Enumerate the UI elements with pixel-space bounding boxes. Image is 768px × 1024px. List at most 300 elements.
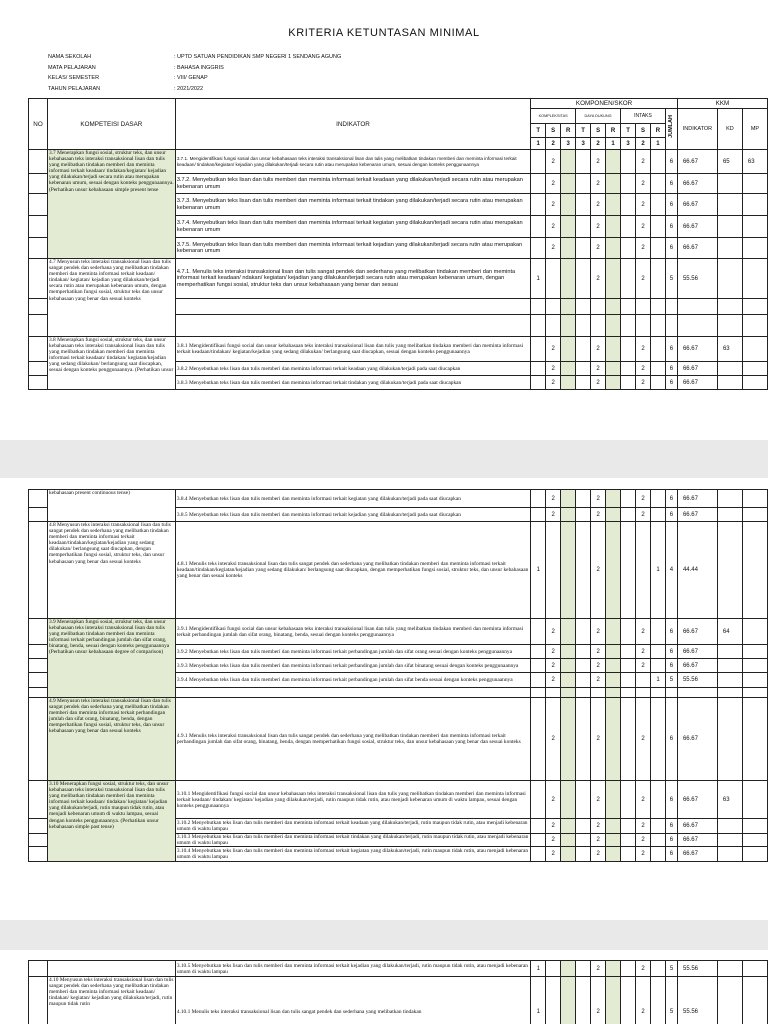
sub-s: S [636, 124, 651, 138]
kkm-table-body [29, 490, 768, 862]
kkm-kd-cell [717, 174, 742, 194]
score-cell [636, 688, 651, 698]
score-intake-t [621, 216, 636, 238]
score-kompleksitas-s: 2 [546, 847, 561, 862]
score-kompleksitas-r [561, 847, 576, 862]
score-kompleksitas-s: 2 [546, 819, 561, 834]
score-daya-dukung-s: 2 [591, 337, 606, 362]
score-daya-dukung-s: 2 [591, 259, 606, 299]
score-daya-dukung-t [576, 834, 591, 847]
weight: 1 [606, 138, 621, 150]
score-daya-dukung-s: 2 [591, 194, 606, 216]
jumlah-cell: 4 [665, 522, 677, 619]
kkm-kd-cell [717, 698, 742, 781]
score-kompleksitas-r [561, 673, 576, 688]
score-kompleksitas-t [531, 819, 546, 834]
no-cell [29, 174, 48, 194]
score-daya-dukung-r [606, 508, 621, 522]
table-row [29, 490, 768, 508]
score-daya-dukung-s: 2 [591, 522, 606, 619]
indikator-cell: 4.8.1 Menulis teks interaksi transaksional lisan dan tulis sangat pendek dan sederhana yang melibatkan tindakan memberi dan meminta informasi terkait keadaan/tindakan/kegiatan/kejadian yang sedang dilakukan/ berlangsung saat diucapkan, dengan memperhatikan fungsi sosial, struktur teks, dan unsur kebahasaan yang benar dan sesuai konteks [175, 522, 530, 619]
kkm-mp-header: MP [742, 109, 767, 150]
score-intake-s: 2 [636, 216, 651, 238]
score-kompleksitas-r [561, 490, 576, 508]
indikator-cell: 3.7.2. Menyebutkan teks lisan dan tulis memberi dan meminta informasi terkait keadaan yang dilakukan/terjadi secara rutin atau merupakan kebenaran umum [175, 174, 530, 194]
jumlah-cell: 5 [665, 259, 677, 299]
score-kompleksitas-r [561, 977, 576, 1024]
kkm-mp-cell [742, 194, 767, 216]
no-cell [29, 781, 48, 819]
score-daya-dukung-t [576, 673, 591, 688]
score-kompleksitas-t: 1 [531, 259, 546, 299]
kkm-mp-cell [742, 522, 767, 619]
weight: 1 [650, 138, 665, 150]
score-daya-dukung-s: 2 [591, 490, 606, 508]
intake-header: INTAKS [621, 109, 666, 124]
indikator-cell: 3.10.4 Menyebutkan teks lisan dan tulis memberi dan meminta informasi terkait kegiatan yang dilakukan/terjadi, rutin maupun tidak rutin, atau menjadi kebenaran umum di waktu lampau [175, 847, 530, 862]
indikator-cell [175, 315, 530, 337]
score-intake-r: 1 [651, 673, 666, 688]
indikator-cell: 3.9.2 Menyebutkan teks lisan dan tulis memberi dan meminta informasi terkait perbandingan jumlah dan sifat orang sesuai dengan konteks penggunaannya [175, 645, 530, 659]
score-intake-t [621, 376, 636, 390]
no-cell [29, 299, 48, 315]
sub-t: T [621, 124, 636, 138]
score-kompleksitas-s: 2 [546, 781, 561, 819]
kkm-mp-cell [742, 977, 767, 1024]
kkm-indikator-cell: 66.67 [677, 645, 717, 659]
weight: 1 [531, 138, 546, 150]
score-daya-dukung-s: 2 [591, 174, 606, 194]
indikator-cell: 3.8.4 Menyebutkan teks lisan dan tulis memberi dan meminta informasi terkait kegiatan yang dilakukan/terjadi pada saat diucapkan [175, 490, 530, 508]
kd-cell: kebahasaan present continuous tense) [47, 490, 175, 522]
indikator-cell: 3.7.5. Menyebutkan teks lisan dan tulis memberi dan meminta informasi terkait kejadian yang dilakukan/terjadi secara rutin atau merupakan kebenaran umum [175, 238, 530, 259]
score-daya-dukung-r [606, 174, 621, 194]
score-intake-r: 1 [651, 522, 666, 619]
score-daya-dukung-t [576, 376, 591, 390]
meta-value: : 2021/2022 [174, 85, 204, 92]
score-cell [576, 315, 591, 337]
score-intake-t [621, 834, 636, 847]
weight: 3 [621, 138, 636, 150]
no-cell [29, 698, 48, 781]
meta-row [48, 73, 341, 84]
kkm-mp-cell [742, 315, 767, 337]
document-page-1 [0, 0, 768, 440]
score-intake-r [651, 490, 666, 508]
score-kompleksitas-s [546, 259, 561, 299]
meta-value: : BAHASA INGGRIS [174, 64, 224, 71]
kkm-kd-cell [717, 834, 742, 847]
score-kompleksitas-t [531, 781, 546, 819]
score-intake-s: 2 [636, 977, 651, 1024]
score-kompleksitas-s: 2 [546, 376, 561, 390]
kkm-indikator-header: INDIKATOR [677, 109, 717, 150]
kkm-indikator-cell: 66.67 [677, 194, 717, 216]
kkm-kd-cell [717, 362, 742, 376]
indikator-cell: 3.10.1 Mengidentifikasi fungsi social dan unsur kebahasaan teks interaksi transaksional lisan dan tulis yang melibatkan tindakan memberi dan meminta informasi terkait keadaan/ tindakan/ kegiatan/ kejadian yang dilakukan/terjadi, rutin maupun tidak rutin, atau menjadi kebenaran umum di waktu lampau, sesuai dengan konteks penggunaannya [175, 781, 530, 819]
score-intake-s: 2 [636, 698, 651, 781]
score-daya-dukung-s: 2 [591, 508, 606, 522]
score-daya-dukung-t [576, 150, 591, 174]
score-kompleksitas-r [561, 238, 576, 259]
score-daya-dukung-t [576, 645, 591, 659]
no-cell [29, 619, 48, 645]
score-daya-dukung-r [606, 977, 621, 1024]
score-kompleksitas-r [561, 194, 576, 216]
kkm-kd-cell [717, 216, 742, 238]
jumlah-cell: 5 [666, 977, 678, 1024]
indikator-cell: 3.8.5 Menyebutkan teks lisan dan tulis memberi dan meminta informasi terkait kejadian yang dilakukan/terjadi pada saat diucapkan [175, 508, 530, 522]
jumlah-cell [665, 315, 677, 337]
score-kompleksitas-s: 2 [546, 673, 561, 688]
score-kompleksitas-s: 2 [546, 834, 561, 847]
kkm-kd-cell [717, 299, 742, 315]
jumlah-cell: 6 [665, 174, 677, 194]
kkm-indikator-cell: 66.67 [677, 238, 717, 259]
kkm-indikator-cell: 55.56 [677, 259, 717, 299]
kd-cell: 3.10 Menerapkan fungsi sosial, struktur teks, dan unsur kebahasaan teks interaksi transaksional lisan dan tulis yang melibatkan tindakan memberi dan meminta informasi terkait keadaan/ tindakan/ kegiatan/ kejadian yang dilakukan/terjadi, rutin maupun tidak rutin, atau menjadi kebenaran umum di waktu lampau, sesuai dengan konteks penggunaannya. (Perhatikan unsur kebahasaan simple past tense) [47, 781, 175, 862]
jumlah-cell: 6 [665, 150, 677, 174]
kkm-mp-cell [742, 508, 767, 522]
score-daya-dukung-s: 2 [591, 659, 606, 673]
kkm-indikator-cell: 55.56 [678, 961, 718, 977]
score-kompleksitas-s [546, 522, 561, 619]
score-intake-r [651, 961, 666, 977]
score-intake-s: 2 [636, 659, 651, 673]
score-daya-dukung-t [576, 698, 591, 781]
score-cell [621, 299, 636, 315]
score-intake-s [636, 673, 651, 688]
no-cell [29, 659, 48, 673]
score-intake-s: 2 [636, 819, 651, 834]
score-kompleksitas-t [531, 490, 546, 508]
score-kompleksitas-s: 2 [546, 619, 561, 645]
jumlah-cell [665, 688, 677, 698]
score-kompleksitas-r [561, 834, 576, 847]
score-intake-r [650, 238, 665, 259]
kkm-mp-cell [742, 961, 767, 977]
score-kompleksitas-r [561, 659, 576, 673]
kkm-indikator-cell: 66.67 [677, 150, 717, 174]
kkm-mp-cell [742, 619, 767, 645]
score-intake-r [650, 194, 665, 216]
indikator-cell: 4.10.1 Menulis teks interaksi transaksional lisan dan tulis sangat pendek dan sederhana yang melibatkan tindakan [175, 977, 530, 1024]
score-intake-t [621, 259, 636, 299]
jumlah-cell: 6 [665, 834, 677, 847]
score-daya-dukung-t [576, 659, 591, 673]
score-kompleksitas-s: 2 [546, 216, 561, 238]
weight: 2 [591, 138, 606, 150]
kkm-table-body [29, 150, 768, 390]
jumlah-cell: 6 [665, 362, 677, 376]
kkm-indikator-cell [677, 688, 717, 698]
score-daya-dukung-r [606, 490, 621, 508]
kkm-kd-cell [717, 688, 742, 698]
score-intake-s: 2 [636, 961, 651, 977]
meta-row [48, 84, 341, 95]
kkm-mp-cell [742, 645, 767, 659]
score-intake-s: 2 [636, 259, 651, 299]
kkm-mp-cell [742, 688, 767, 698]
kd-cell: 4.7 Menyusun teks interaksi transaksional lisan dan tulis sangat pendek dan sederhana yang melibatkan tindakan memberi dan meminta informasi terkait keadaan/ tindakan/ kegiatan/ kejadian yang dilakukan/terjadi secara rutin atau merupakan kebenaran umum, dengan memperhatikan fungsi sosial, struktur teks dan unsur kebahasaan yang benar dan sesuai konteks [47, 259, 175, 337]
kkm-header: KKM [677, 99, 767, 109]
indikator-cell: 3.7.4. Menyebutkan teks lisan dan tulis memberi dan meminta informasi terkait kegiatan yang dilakukan/terjadi secara rutin atau merupakan kebenaran umum [175, 216, 530, 238]
score-intake-s: 2 [636, 645, 651, 659]
sub-t: T [531, 124, 546, 138]
sub-r: R [561, 124, 576, 138]
score-daya-dukung-s: 2 [591, 238, 606, 259]
table-row [29, 150, 768, 174]
score-cell [591, 299, 606, 315]
no-cell [29, 688, 48, 698]
score-intake-t [621, 645, 636, 659]
jumlah-cell: 6 [665, 698, 677, 781]
indikator-cell: 3.8.3 Menyebutkan teks lisan dan tulis memberi dan meminta informasi terkait tindakan yang dilakukan/terjadi pada saat diucapkan [175, 376, 530, 390]
kkm-table [28, 98, 768, 390]
kkm-mp-cell [742, 299, 767, 315]
score-intake-s: 2 [636, 337, 651, 362]
score-kompleksitas-r [561, 522, 576, 619]
jumlah-cell: 6 [665, 238, 677, 259]
score-kompleksitas-r [561, 645, 576, 659]
kkm-indikator-cell: 66.67 [677, 659, 717, 673]
score-daya-dukung-r [606, 376, 621, 390]
score-intake-r [650, 376, 665, 390]
score-daya-dukung-t [576, 819, 591, 834]
indikator-cell: 3.10.3 Menyebutkan teks lisan dan tulis memberi dan meminta informasi terkait tindakan yang dilakukan/terjadi, rutin maupun tidak rutin, atau menjadi kebenaran umum di waktu lampau [175, 834, 530, 847]
score-intake-s: 2 [636, 619, 651, 645]
score-daya-dukung-r [606, 961, 621, 977]
kkm-kd-cell [717, 194, 742, 216]
kkm-kd-cell [717, 490, 742, 508]
no-cell [29, 819, 48, 834]
score-daya-dukung-t [576, 238, 591, 259]
score-cell [531, 315, 546, 337]
score-daya-dukung-s: 2 [591, 619, 606, 645]
table-row [29, 977, 768, 1024]
indikator-cell: 3.10.2 Menyebutkan teks lisan dan tulis memberi dan meminta informasi terkait keadaan yang dilakukan/terjadi, rutin maupun tidak rutin, atau menjadi kebenaran umum di waktu lampau [175, 819, 530, 834]
no-cell [29, 961, 48, 977]
score-kompleksitas-r [561, 619, 576, 645]
meta-row [48, 52, 341, 63]
score-kompleksitas-s: 2 [546, 698, 561, 781]
jumlah-cell [665, 299, 677, 315]
kkm-mp-cell [742, 834, 767, 847]
kkm-indikator-cell: 66.67 [677, 819, 717, 834]
score-daya-dukung-s: 2 [591, 645, 606, 659]
score-daya-dukung-r [606, 834, 621, 847]
score-kompleksitas-s [546, 977, 561, 1024]
score-kompleksitas-r [561, 961, 576, 977]
score-daya-dukung-r [606, 659, 621, 673]
score-daya-dukung-t [576, 847, 591, 862]
score-kompleksitas-t [531, 362, 546, 376]
no-cell [29, 490, 48, 508]
score-daya-dukung-r [606, 259, 621, 299]
score-intake-s: 2 [636, 781, 651, 819]
score-daya-dukung-s: 2 [591, 819, 606, 834]
meta-label: KELAS/ SEMESTER [48, 75, 100, 82]
score-intake-t [621, 337, 636, 362]
score-daya-dukung-s: 2 [591, 698, 606, 781]
kkm-kd-cell [717, 961, 742, 977]
score-intake-t [621, 673, 636, 688]
score-daya-dukung-r [606, 781, 621, 819]
score-intake-r [650, 337, 665, 362]
score-kompleksitas-r [561, 150, 576, 174]
score-intake-s: 2 [636, 194, 651, 216]
score-kompleksitas-s: 2 [546, 645, 561, 659]
kkm-kd-cell [717, 508, 742, 522]
score-kompleksitas-t [531, 508, 546, 522]
kkm-kd-cell [717, 259, 742, 299]
score-cell [606, 688, 621, 698]
jumlah-cell: 6 [665, 645, 677, 659]
score-daya-dukung-t [576, 216, 591, 238]
score-daya-dukung-s: 2 [591, 150, 606, 174]
table-row [29, 337, 768, 362]
jumlah-cell: 6 [665, 819, 677, 834]
score-daya-dukung-r [606, 619, 621, 645]
score-cell [561, 299, 576, 315]
indikator-cell: 3.9.3 Menyebutkan teks lisan dan tulis memberi dan meminta informasi terkait perbandingan jumlah dan sifat binatang sesuai dengan konteks penggunaannya [175, 659, 530, 673]
score-daya-dukung-t [576, 490, 591, 508]
score-daya-dukung-t [576, 522, 591, 619]
kkm-kd-header: KD [717, 109, 742, 150]
score-kompleksitas-s: 2 [546, 194, 561, 216]
kkm-kd-cell: 63 [717, 781, 742, 819]
score-cell [576, 299, 591, 315]
jumlah-cell: 6 [665, 490, 677, 508]
kkm-kd-cell [717, 645, 742, 659]
score-kompleksitas-t [531, 174, 546, 194]
no-cell [29, 259, 48, 299]
sub-r: R [606, 124, 621, 138]
score-kompleksitas-t [531, 194, 546, 216]
indikator-cell [175, 299, 530, 315]
score-daya-dukung-t [576, 961, 591, 977]
score-kompleksitas-r [561, 508, 576, 522]
score-intake-t [621, 961, 636, 977]
kkm-indikator-cell: 66.67 [677, 174, 717, 194]
indikator-cell [175, 688, 530, 698]
score-kompleksitas-t [531, 376, 546, 390]
kkm-table-body [29, 961, 768, 1024]
score-intake-s: 2 [636, 238, 651, 259]
jumlah-header [665, 109, 677, 150]
indikator-cell: 3.8.2 Menyebutkan teks lisan dan tulis memberi dan meminta informasi terkait keadaan yang dilakukan/terjadi pada saat diucapkan [175, 362, 530, 376]
score-kompleksitas-r [561, 337, 576, 362]
score-cell [621, 688, 636, 698]
score-daya-dukung-s: 2 [591, 961, 606, 977]
score-intake-t [621, 522, 636, 619]
score-kompleksitas-t [531, 847, 546, 862]
score-intake-s: 2 [636, 834, 651, 847]
score-cell [591, 688, 606, 698]
kkm-kd-cell [717, 673, 742, 688]
kkm-indikator-cell: 66.67 [677, 847, 717, 862]
kkm-indikator-cell: 44.44 [677, 522, 717, 619]
score-intake-s: 2 [636, 362, 651, 376]
jumlah-label: JUMLAH [668, 115, 675, 138]
jumlah-cell: 5 [666, 961, 678, 977]
meta-label: TAHUN PELAJARAN [48, 85, 101, 92]
score-kompleksitas-s: 2 [546, 659, 561, 673]
score-daya-dukung-r [606, 216, 621, 238]
score-intake-r [650, 259, 665, 299]
score-daya-dukung-s: 2 [591, 847, 606, 862]
score-daya-dukung-r [606, 362, 621, 376]
kkm-indikator-cell: 55.56 [677, 673, 717, 688]
kkm-mp-cell [742, 698, 767, 781]
no-cell [29, 315, 48, 337]
score-cell [650, 315, 665, 337]
score-daya-dukung-r [606, 673, 621, 688]
score-intake-t [621, 781, 636, 819]
score-intake-r [651, 619, 666, 645]
score-kompleksitas-r [561, 781, 576, 819]
daya-dukung-header: DAYA DUKUNG [576, 109, 621, 124]
score-kompleksitas-s: 2 [546, 150, 561, 174]
kkm-indikator-cell [677, 315, 717, 337]
score-intake-s: 2 [636, 490, 651, 508]
score-intake-r [650, 150, 665, 174]
score-intake-s: 2 [636, 150, 651, 174]
score-kompleksitas-s: 2 [546, 508, 561, 522]
jumlah-cell: 6 [665, 216, 677, 238]
no-cell [29, 977, 48, 1024]
document-metadata [48, 52, 341, 94]
score-daya-dukung-r [606, 847, 621, 862]
score-intake-r [650, 174, 665, 194]
no-cell [29, 376, 48, 390]
score-kompleksitas-r [561, 259, 576, 299]
score-kompleksitas-t [531, 216, 546, 238]
jumlah-cell: 6 [665, 659, 677, 673]
score-cell [546, 299, 561, 315]
score-cell [621, 315, 636, 337]
score-kompleksitas-r [561, 698, 576, 781]
jumlah-cell: 6 [665, 508, 677, 522]
kkm-mp-cell [742, 174, 767, 194]
kkm-indikator-cell: 66.67 [677, 834, 717, 847]
kkm-indikator-cell: 66.67 [677, 508, 717, 522]
score-intake-r [650, 216, 665, 238]
score-intake-r [651, 659, 666, 673]
document-page-3 [0, 950, 768, 1024]
meta-value: : VIII/ GENAP [174, 75, 208, 82]
jumlah-cell: 5 [665, 673, 677, 688]
kkm-kd-cell [717, 659, 742, 673]
score-cell [606, 315, 621, 337]
table-row [29, 698, 768, 781]
score-cell [591, 315, 606, 337]
score-kompleksitas-t [531, 834, 546, 847]
kkm-indikator-cell: 55.56 [678, 977, 718, 1024]
no-cell [29, 673, 48, 688]
no-cell [29, 834, 48, 847]
kkm-indikator-cell: 66.67 [677, 376, 717, 390]
score-daya-dukung-r [606, 337, 621, 362]
no-cell [29, 362, 48, 376]
kkm-kd-cell: 65 [717, 150, 742, 174]
score-daya-dukung-s: 2 [591, 673, 606, 688]
jumlah-cell: 6 [665, 619, 677, 645]
score-kompleksitas-t [531, 659, 546, 673]
score-kompleksitas-r [561, 376, 576, 390]
score-cell [531, 688, 546, 698]
score-daya-dukung-t [576, 362, 591, 376]
